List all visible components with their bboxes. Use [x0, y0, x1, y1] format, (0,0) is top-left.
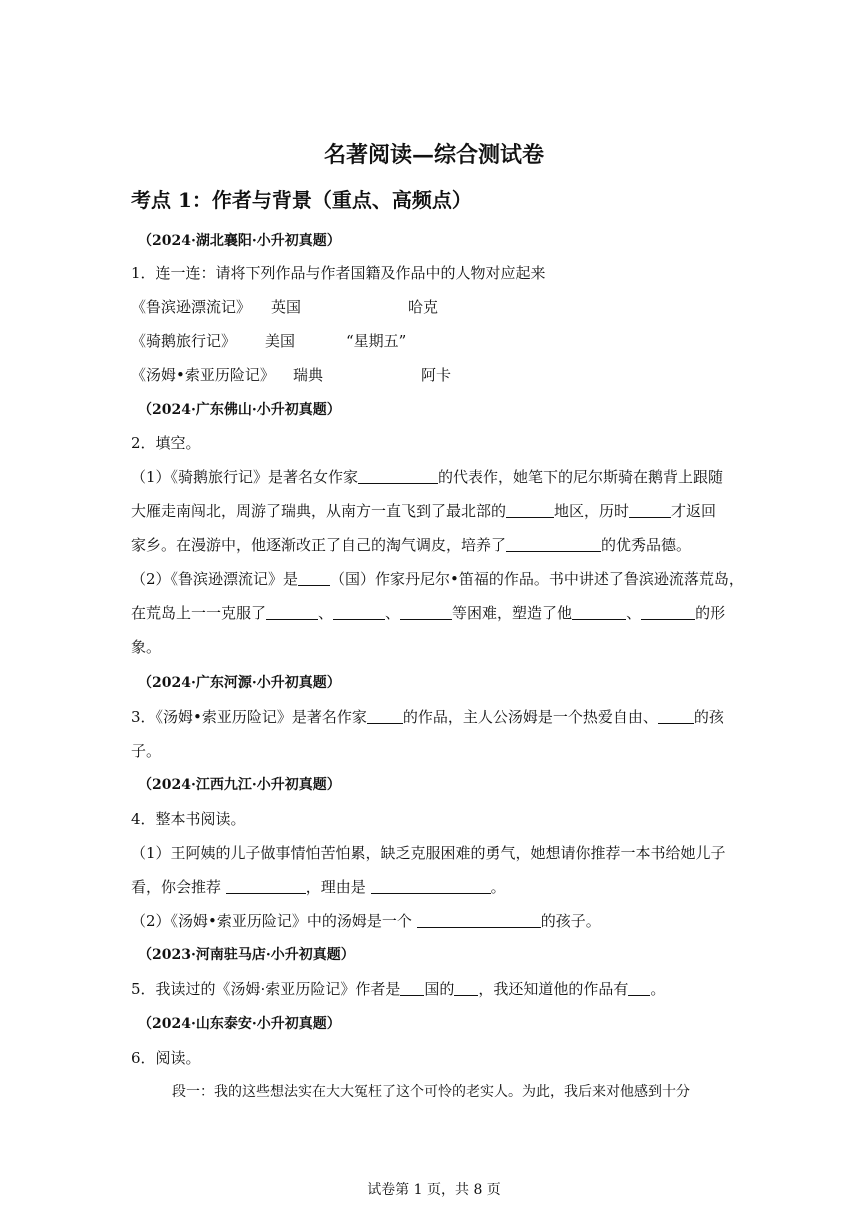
answer-blank[interactable]: [506, 536, 601, 552]
question-source: （2024·广东河源·小升初真题）: [138, 675, 341, 691]
answer-blank[interactable]: [641, 604, 695, 620]
question-source: （2024·山东泰安·小升初真题）: [138, 1016, 341, 1032]
question-line: 大雁走南闯北，周游了瑞典，从南方一直飞到了最北部的 地区，历时 才返回: [131, 502, 717, 520]
answer-blank[interactable]: [371, 878, 491, 894]
question-stem: 4．整本书阅读。: [131, 810, 246, 828]
match-book: 《鲁滨逊漂流记》: [131, 298, 252, 316]
question-line: 5．我读过的《汤姆·索亚历险记》作者是 国的 ，我还知道他的作品有 。: [131, 980, 666, 998]
answer-blank[interactable]: [367, 708, 403, 724]
answer-blank[interactable]: [226, 878, 306, 894]
match-person: 哈克: [408, 298, 439, 316]
question-source: （2024·湖北襄阳·小升初真题）: [138, 233, 341, 249]
question-stem: 1．连一连：请将下列作品与作者国籍及作品中的人物对应起来: [131, 264, 546, 282]
match-book: 《汤姆•索亚历险记》: [131, 366, 275, 384]
answer-blank[interactable]: [333, 604, 385, 620]
answer-blank[interactable]: [658, 708, 694, 724]
question-source: （2024·江西九江·小升初真题）: [138, 777, 341, 793]
question-source: （2024·广东佛山·小升初真题）: [138, 402, 341, 418]
question-line: 子。: [131, 742, 162, 760]
answer-blank[interactable]: [629, 502, 671, 518]
question-line: 象。: [131, 638, 162, 656]
match-country: 英国: [271, 298, 302, 316]
answer-blank[interactable]: [628, 980, 650, 996]
match-person: 阿卡: [421, 366, 452, 384]
page-footer: 试卷第 1 页，共 8 页: [367, 1182, 501, 1198]
question-line: （1）王阿姨的儿子做事情怕苦怕累，缺乏克服困难的勇气，她想请你推荐一本书给她儿子: [131, 844, 726, 862]
match-country: 瑞典: [293, 366, 324, 384]
answer-blank[interactable]: [572, 604, 626, 620]
question-line: （2）《汤姆•索亚历险记》中的汤姆是一个 的孩子。: [131, 912, 601, 930]
answer-blank[interactable]: [417, 912, 541, 928]
question-stem: 2．填空。: [131, 434, 201, 452]
section-heading: 考点 1：作者与背景（重点、高频点）: [131, 188, 472, 212]
question-line: 3．《汤姆•索亚历险记》是著名作家 的作品，主人公汤姆是一个热爱自由、 的孩: [131, 708, 724, 726]
match-book: 《骑鹅旅行记》: [131, 332, 237, 350]
question-line: 在荒岛上一一克服了 、 、 等困难，塑造了他 、 的形: [131, 604, 726, 622]
answer-blank[interactable]: [298, 570, 330, 586]
question-line: 看，你会推荐 ，理由是 。: [131, 878, 506, 896]
question-line: （2）《鲁滨逊漂流记》是 （国）作家丹尼尔•笛福的作品。书中讲述了鲁滨逊流落荒岛，: [131, 570, 744, 588]
answer-blank[interactable]: [506, 502, 554, 518]
answer-blank[interactable]: [358, 468, 438, 484]
answer-blank[interactable]: [266, 604, 318, 620]
answer-blank[interactable]: [400, 604, 452, 620]
reading-passage: 段一：我的这些想法实在大大冤枉了这个可怜的老实人。为此，我后来对他感到十分: [172, 1084, 690, 1100]
page-title: 名著阅读—综合测试卷: [323, 142, 544, 168]
question-stem: 6．阅读。: [131, 1049, 201, 1067]
question-line: （1）《骑鹅旅行记》是著名女作家 的代表作，她笔下的尼尔斯骑在鹅背上跟随: [131, 468, 724, 486]
question-line: 家乡。在漫游中，他逐渐改正了自己的淘气调皮，培养了 的优秀品德。: [131, 536, 692, 554]
question-source: （2023·河南驻马店·小升初真题）: [138, 947, 355, 963]
answer-blank[interactable]: [454, 980, 478, 996]
match-person: “星期五”: [346, 332, 407, 350]
match-country: 美国: [265, 332, 296, 350]
answer-blank[interactable]: [400, 980, 424, 996]
